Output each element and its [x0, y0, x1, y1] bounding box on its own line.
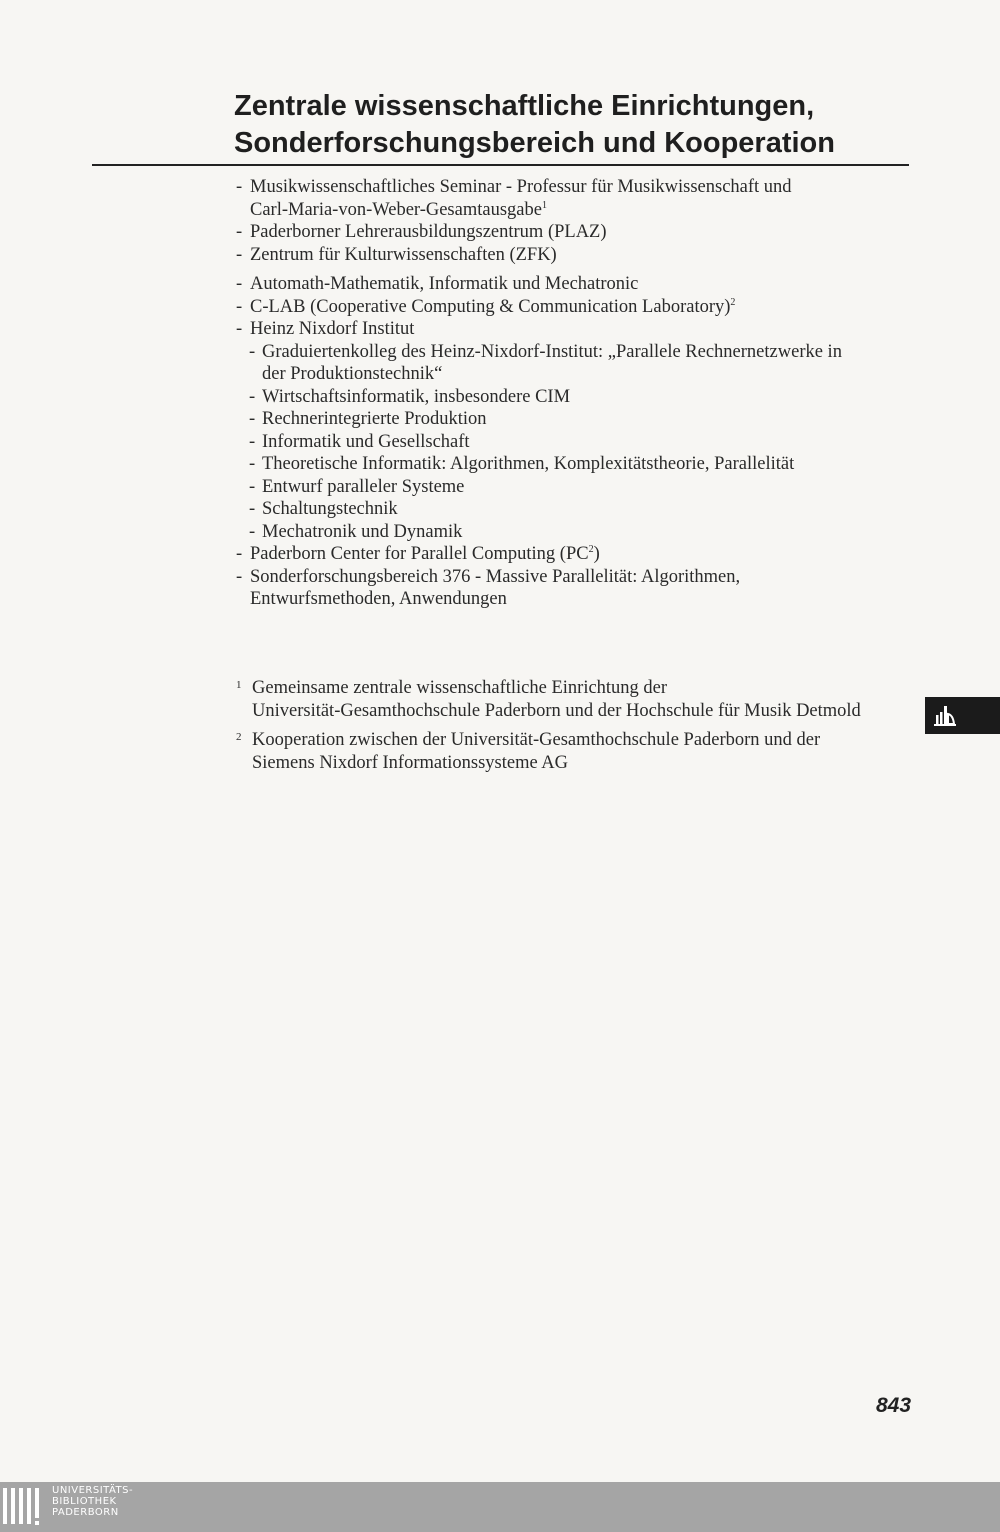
sub-item-rechnerintegrierte-produktion: [249, 408, 916, 431]
list-item-text: Graduiertenkolleg des Heinz-Nixdorf-Institut: „Parallele Rechnernetzwerke in: [262, 341, 842, 362]
sub-item-wirtschaftsinformatik: [249, 386, 916, 409]
list-item-c-lab: [236, 296, 916, 319]
list-item-text: Sonderforschungsbereich 376 - Massive Parallelität: Algorithmen,: [250, 566, 741, 587]
list-item-text: C-LAB (Cooperative Computing & Communication Laboratory): [250, 296, 731, 317]
list-item-text: Schaltungstechnik: [262, 499, 398, 519]
list-dash: -: [236, 566, 243, 587]
list-dash: -: [236, 319, 243, 339]
heading-rule: [92, 164, 909, 166]
library-name: [52, 1485, 133, 1518]
list-dash: -: [249, 386, 256, 407]
page-number: 843: [876, 1394, 912, 1417]
list-item-text: Informatik und Gesellschaft: [262, 431, 470, 452]
list-item-text-continued: Carl-Maria-von-Weber-Gesamtausgabe: [250, 199, 542, 220]
list-item-text: Theoretische Informatik: Algorithmen, Komplexitätstheorie, Parallelität: [262, 454, 795, 474]
footnote-ref: 1: [541, 199, 547, 211]
list-item-text: Rechnerintegrierte Produktion: [262, 409, 487, 429]
institution-list: [236, 176, 916, 611]
library-footer: [0, 1482, 1000, 1532]
list-item-text: Entwurf paralleler Systeme: [262, 476, 465, 497]
list-item-musikwissenschaft: [236, 176, 916, 221]
superscript: 2: [588, 544, 594, 555]
footnote-mark: 2: [236, 731, 242, 743]
list-item-text: Zentrum für Kulturwissenschaften (ZFK): [250, 244, 557, 265]
footnote-text-continued: Universität-Gesamthochschule Paderborn und der Hochschule für Musik Detmold: [252, 700, 861, 721]
footnote-text: Gemeinsame zentrale wissenschaftliche Einrichtung der: [252, 678, 668, 698]
list-dash: -: [236, 296, 243, 317]
list-item-text: Paderborner Lehrerausbildungszentrum (PLAZ): [250, 222, 607, 242]
footnote-ref: 2: [730, 296, 736, 308]
sub-item-mechatronik-dynamik: [249, 521, 916, 544]
page-title-line-2: Sonderforschungsbereich und Kooperation: [234, 127, 835, 159]
list-dash: -: [236, 177, 243, 197]
sub-item-theoretische-informatik: [249, 453, 916, 476]
list-dash: -: [236, 544, 243, 564]
list-item-plaz: [236, 221, 916, 244]
footnotes: [236, 677, 936, 781]
section-thumb-tab: [925, 697, 1000, 734]
footnote-2: [236, 729, 936, 774]
footnote-text-continued: Siemens Nixdorf Informationssysteme AG: [252, 752, 568, 773]
list-item-text: Musikwissenschaftliches Seminar - Professur für Musikwissenschaft und: [250, 177, 792, 197]
list-dash: -: [249, 476, 256, 497]
list-item-text-continued: der Produktionstechnik“: [262, 364, 443, 384]
list-item-text: Paderborn Center for Parallel Computing (PC: [250, 544, 589, 564]
list-item-text: Mechatronik und Dynamik: [262, 521, 463, 542]
list-item-automath: [236, 273, 916, 296]
list-dash: -: [236, 244, 243, 265]
page-title-line-1: Zentrale wissenschaftliche Einrichtungen,: [234, 90, 815, 122]
list-dash: -: [249, 409, 256, 429]
sub-item-graduiertenkolleg: [249, 341, 916, 386]
list-item-text-continued: Entwurfsmethoden, Anwendungen: [250, 589, 507, 609]
list-dash: -: [249, 454, 256, 474]
footnote-mark: 1: [236, 679, 242, 691]
list-item-zfk: [236, 244, 916, 267]
library-name-line-2: BIBLIOTHEK: [52, 1496, 117, 1507]
sub-item-entwurf-paralleler-systeme: [249, 476, 916, 499]
footnote-text: Kooperation zwischen der Universität-Gesamthochschule Paderborn und der: [252, 730, 821, 750]
footnote-1: [236, 677, 936, 722]
list-dash: -: [249, 521, 256, 542]
library-name-line-1: UNIVERSITÄTS-: [52, 1485, 134, 1496]
list-dash: -: [249, 341, 256, 362]
list-dash: -: [236, 222, 243, 242]
list-dash: -: [249, 431, 256, 452]
library-name-line-3: PADERBORN: [52, 1507, 119, 1518]
list-item-pc2: [236, 543, 916, 566]
university-building-icon: [931, 701, 959, 729]
list-item-text: Wirtschaftsinformatik, insbesondere CIM: [262, 386, 571, 407]
list-item-text-end: ): [593, 544, 600, 564]
sub-item-informatik-gesellschaft: [249, 431, 916, 454]
sub-item-schaltungstechnik: [249, 498, 916, 521]
list-item-text: Automath-Mathematik, Informatik und Mechatronic: [250, 274, 639, 294]
library-barcode-logo-icon: [2, 1486, 48, 1530]
list-item-sfb-376: [236, 566, 916, 611]
list-dash: -: [249, 499, 256, 519]
list-item-heinz-nixdorf-institut: [236, 318, 916, 341]
list-dash: -: [236, 274, 243, 294]
list-item-text: Heinz Nixdorf Institut: [250, 319, 415, 339]
page-title: [234, 88, 835, 162]
